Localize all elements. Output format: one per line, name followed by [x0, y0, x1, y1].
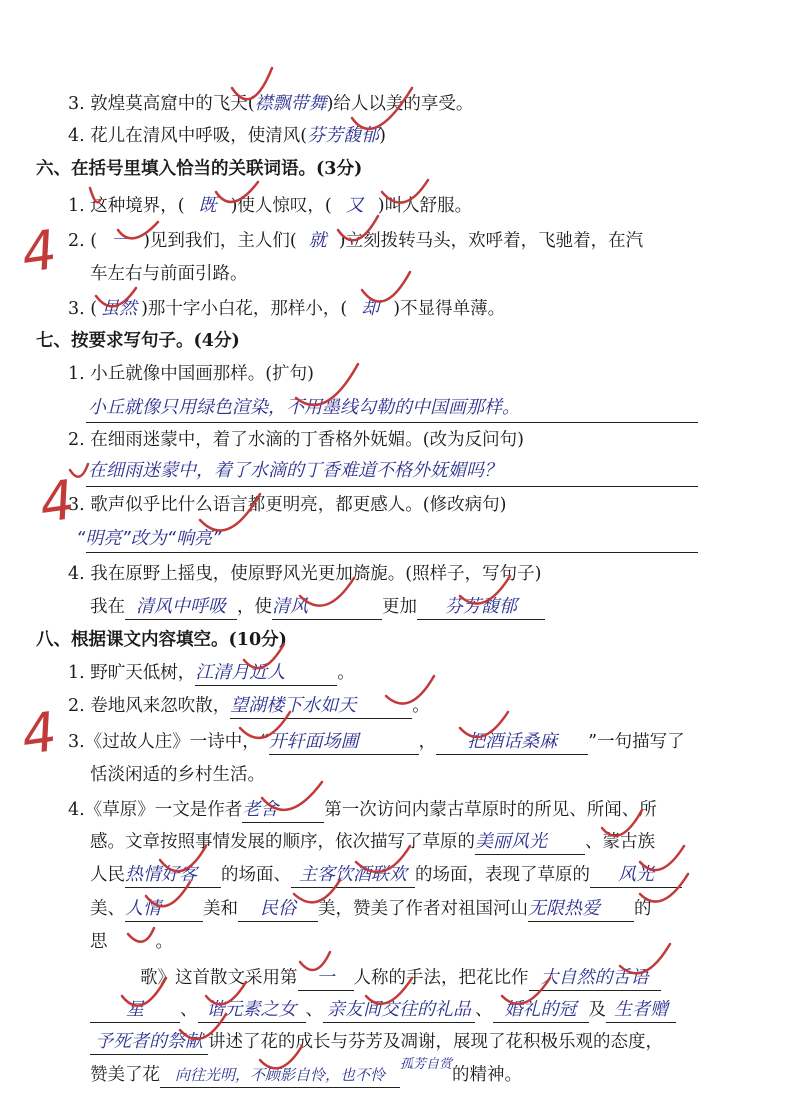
s6-q1: 1. 这种境界，( 既 )使人惊叹，( 又 )叫人舒服。 [68, 195, 473, 216]
s7-q4: 4. 我在原野上摇曳，使原野风光更加旖旎。(照样子，写句子) [68, 564, 542, 584]
q5-4-answer: 芬芳馥郁 [307, 125, 380, 146]
s8-q1: 1. 野旷天低树，江清月近人 。 [68, 661, 355, 686]
s7-q3-answer: “明亮”改为“响亮” [76, 528, 222, 549]
s8-q2: 2. 卷地风来忽吹散，望湖楼下水如天 。 [68, 694, 430, 719]
s7-q3: 3. 歌声似乎比什么语言都更明亮，都更感人。(修改病句) [68, 495, 507, 515]
score-mark-section6: 4 [17, 217, 61, 286]
s8-q4-l2: 感。文章按照事情发展的顺序，依次描写了草原的美丽风光 、蒙古族 [90, 830, 655, 855]
s8-q5-l1: 歌》这首散文采用第 一 人称的手法，把花比作 大自然的舌语 [140, 966, 661, 991]
s8-q5-l3: 予死者的祭献 讲述了花的成长与芬芳及凋谢，展现了花积极乐观的态度， [90, 1030, 663, 1055]
q5-3-answer: 襟飘带舞 [254, 93, 327, 114]
s7-q2-answer: 在细雨迷蒙中，着了水滴的丁香难道不格外妩媚吗？ [88, 460, 502, 481]
section7-title: 七、按要求写句子。(4分) [36, 331, 240, 351]
section6-title: 六、在括号里填入恰当的关联词语。(3分) [36, 159, 363, 179]
s8-q4-l1: 4.《草原》一文是作者老舍 第一次访问内蒙古草原时的所见、所闻、所 [68, 798, 657, 823]
q5-3-line: 3. 敦煌莫高窟中的飞天(襟飘带舞)给人以美的享受。 [68, 93, 474, 114]
s7-q1-answer: 小丘就像只用绿色渲染，不用墨线勾勒的中国画那样。 [88, 397, 520, 418]
score-mark-section7: 4 [35, 467, 79, 536]
s7-q2: 2. 在细雨迷蒙中，着了水滴的丁香格外妩媚。(改为反问句) [68, 430, 524, 450]
q5-4-line: 4. 花儿在清风中呼吸，使清风(芬芳馥郁) [68, 125, 386, 146]
s6-q2: 2. ( 一 )见到我们，主人们( 就 )立刻拨转马头，欢呼着，飞驰着，在汽 [68, 230, 644, 251]
s7-q1: 1. 小丘就像中国画那样。(扩句) [68, 364, 314, 384]
s6-q3: 3. ( 虽然 )那十字小白花，那样小，( 却 )不显得单薄。 [68, 298, 506, 319]
s7-q3-line [86, 552, 698, 553]
s7-q1-line [86, 422, 698, 423]
s8-q4-l3: 人民热情好客 的场面、 主客饮酒联欢 的场面，表现了草原的 风光 [90, 863, 682, 888]
s8-q5-l4: 赞美了花 向往光明，不顾影自怜，也不怜$^{孤芳自赏}$的精神。 [90, 1063, 522, 1089]
s7-q2-line [86, 486, 698, 487]
s8-q3-cont: 恬淡闲适的乡村生活。 [90, 765, 265, 785]
s8-q4-l5: 思 。 [90, 932, 173, 952]
s8-q4-l4: 美、人情 美和 民俗 美，赞美了作者对祖国河山无限热爱 的 [90, 897, 652, 922]
s6-q2-cont: 车左右与前面引路。 [90, 264, 248, 284]
s8-q3: 3.《过故人庄》一诗中，“开轩面场圃 ， 把酒话桑麻 ”一句描写了 [68, 730, 685, 755]
s8-q5-l2: 星 、 谐元素之女 、 亲友间交往的礼品 、 婚礼的冠 及 生者赠 [90, 998, 676, 1023]
check-mark [70, 464, 88, 477]
s7-q4-fill: 我在 清风中呼吸 ，使清风 更加 芬芳馥郁 [90, 595, 545, 620]
score-mark-section8: 4 [17, 699, 61, 768]
section8-title: 八、根据课文内容填空。(10分) [36, 630, 287, 650]
